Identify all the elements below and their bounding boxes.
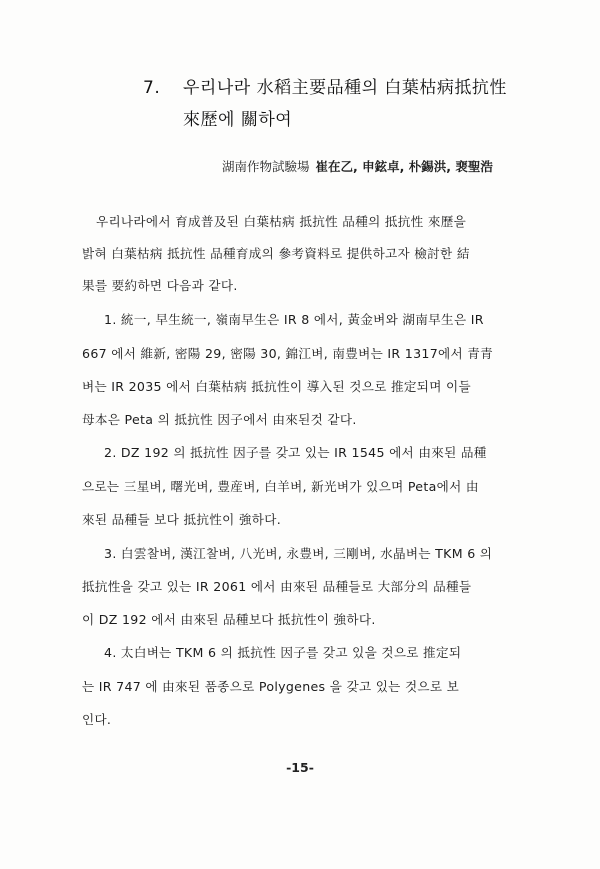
body-line: 우리나라에서 育成普及된 白葉枯病 抵抗性 品種의 抵抗性 來歷을 [96, 214, 467, 229]
body-line: 밝혀 白葉枯病 抵抗性 品種育成의 參考資料로 提供하고자 檢討한 結 [82, 246, 470, 261]
body-line: 1. 統一, 早生統一, 嶺南早生은 IR 8 에서, 黃金벼와 湖南早生은 IR [104, 312, 484, 327]
body-line: 벼는 IR 2035 에서 白葉枯病 抵抗性이 導入된 것으로 推定되며 이들 [82, 379, 471, 394]
section-title [143, 74, 583, 102]
body-line: 來된 品種들 보다 抵抗性이 強하다. [82, 512, 282, 527]
body-line: 抵抗性을 갖고 있는 IR 2061 에서 由來된 品種들로 大部分의 品種들 [82, 579, 472, 594]
body-line: 으로는 三星벼, 曙光벼, 豊産벼, 白羊벼, 新光벼가 있으며 Peta에서 由 [82, 479, 479, 494]
body-line: 3. 白雲찰벼, 漢江찰벼, 八光벼, 永豊벼, 三剛벼, 水晶벼는 TKM 6 의 [104, 546, 493, 561]
body-line: 2. DZ 192 의 抵抗性 因子를 갖고 있는 IR 1545 에서 由來된 品種 [104, 445, 487, 460]
author-names: 崔在乙, 申鉉卓, 朴錫洪, 裵聖浩 [315, 159, 493, 174]
body-line: 667 에서 維新, 密陽 29, 密陽 30, 錦江벼, 南豊벼는 IR 1317에서 青青 [82, 346, 494, 361]
title-line-2: 來歷에 關하여 [183, 110, 293, 130]
body-line: 4. 太白벼는 TKM 6 의 抵抗性 因子를 갖고 있을 것으로 推定되 [104, 645, 462, 660]
body-line: 인다. [82, 712, 112, 727]
body-line: 果를 要約하면 다음과 같다. [82, 278, 238, 293]
body-line: 母本은 Peta 의 抵抗性 因子에서 由來된것 같다. [82, 412, 357, 427]
title-line-1: 우리나라 水稻主要品種의 白葉枯病抵抗性 [183, 78, 507, 98]
section-number: 7. [143, 78, 161, 98]
affiliation: 湖南作物試驗場 [222, 159, 310, 174]
body-line: 이 DZ 192 에서 由來된 品種보다 抵抗性이 強하다. [82, 612, 376, 627]
body-line: 는 IR 747 에 由來된 품종으로 Polygenes 을 갖고 있는 것으로 보 [82, 679, 460, 694]
author-line [222, 157, 493, 175]
page-number: -15- [286, 760, 314, 775]
